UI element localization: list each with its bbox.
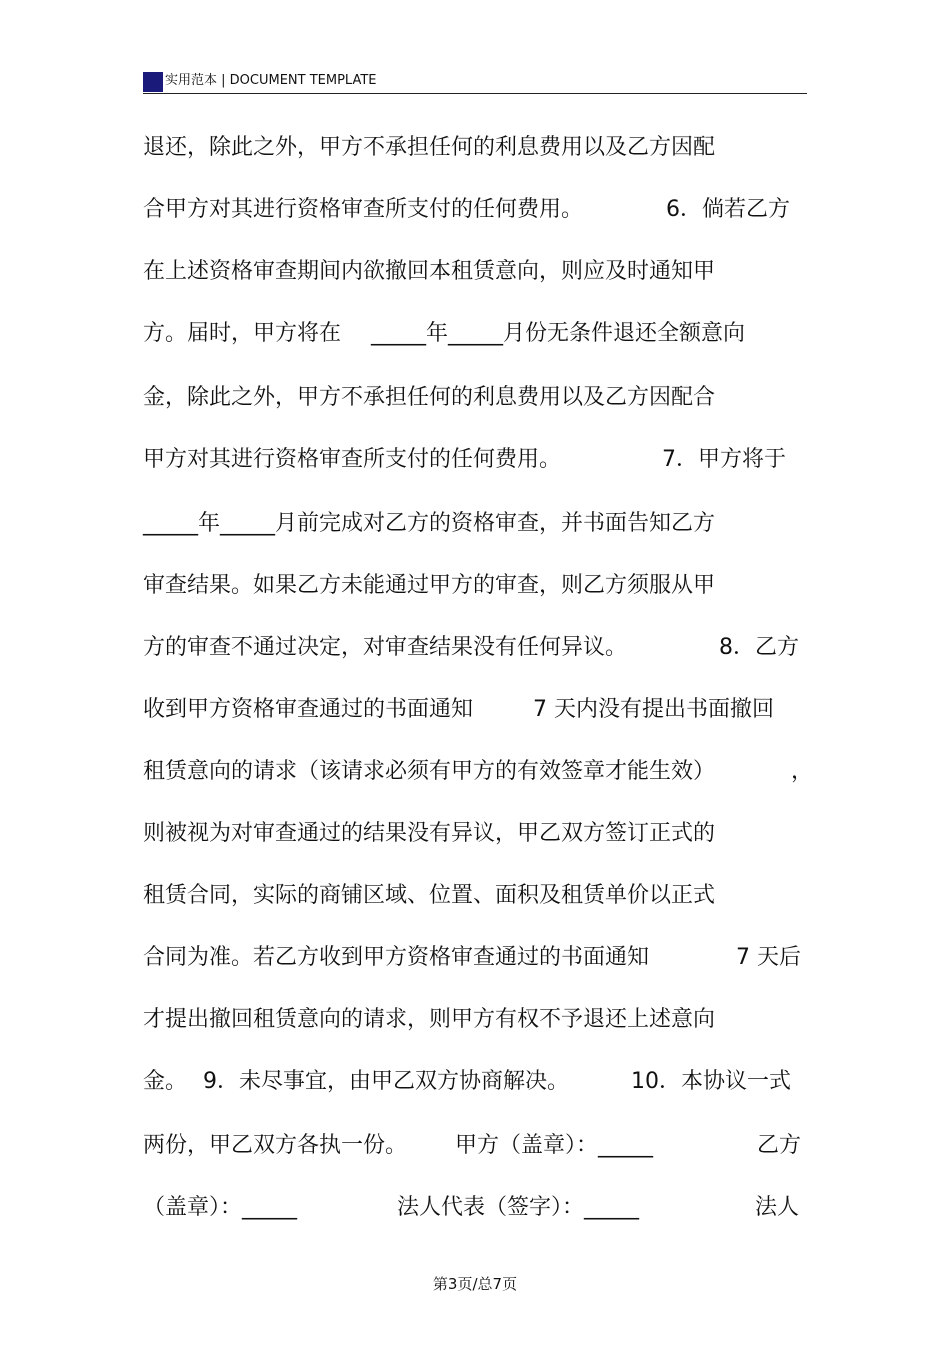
text-line — [143, 814, 807, 854]
text-line — [143, 314, 807, 354]
header-divider — [143, 93, 807, 94]
text-line — [143, 938, 807, 978]
text-segment: 才提出撤回租赁意向的请求，则甲方有权不予退还上述意向 — [143, 1007, 716, 1032]
text-segment: 租赁合同，实际的商铺区域、位置、面积及租赁单价以正式 — [143, 883, 716, 908]
text-segment: 则被视为对审查通过的结果没有异议，甲乙双方签订正式的 — [143, 821, 716, 846]
text-segment: 方。届时，甲方将在 — [143, 321, 342, 346]
text-segment: 退还，除此之外，甲方不承担任何的利息费用以及乙方因配 — [143, 135, 716, 160]
text-segment: 法人 — [755, 1195, 800, 1220]
text-line — [143, 128, 807, 168]
text-segment: 合甲方对其进行资格审查所支付的任何费用。 — [143, 197, 584, 222]
logo-square-icon — [143, 72, 163, 92]
text-segment: 7．甲方将于 — [662, 447, 786, 472]
text-segment: 乙方 — [757, 1133, 802, 1158]
header-title: 实用范本 | DOCUMENT TEMPLATE — [165, 73, 377, 88]
text-line — [143, 378, 807, 418]
text-segment: 金。 — [143, 1069, 188, 1094]
text-line — [143, 876, 807, 916]
text-line — [143, 566, 807, 606]
text-segment: 法人代表（签字）：_____ — [397, 1195, 640, 1220]
text-line — [143, 440, 807, 480]
text-line — [143, 190, 807, 230]
text-segment: 甲方对其进行资格审查所支付的任何费用。 — [143, 447, 562, 472]
text-segment: _____年_____月前完成对乙方的资格审查，并书面告知乙方 — [143, 511, 716, 536]
text-segment: 方的审查不通过决定，对审查结果没有任何异议。 — [143, 635, 628, 660]
text-line — [143, 1188, 807, 1228]
text-segment: 租赁意向的请求（该请求必须有甲方的有效签章才能生效） — [143, 759, 716, 784]
text-line — [143, 504, 807, 544]
text-segment: 甲方（盖章）：_____ — [455, 1133, 654, 1158]
text-segment: 在上述资格审查期间内欲撤回本租赁意向，则应及时通知甲 — [143, 259, 716, 284]
text-line — [143, 1062, 807, 1102]
text-segment: 10．本协议一式 — [631, 1069, 791, 1094]
text-segment: 9．未尽事宜，由甲乙双方协商解决。 — [203, 1069, 569, 1094]
text-segment: 金，除此之外，甲方不承担任何的利息费用以及乙方因配合 — [143, 385, 716, 410]
text-segment: 收到甲方资格审查通过的书面通知 — [143, 697, 474, 722]
text-line — [143, 252, 807, 292]
text-segment: 两份，甲乙双方各执一份。 — [143, 1133, 408, 1158]
text-segment: （盖章）：_____ — [143, 1195, 298, 1220]
document-header — [143, 68, 807, 94]
text-line — [143, 690, 807, 730]
text-line — [143, 1126, 807, 1166]
text-segment: 8．乙方 — [719, 635, 799, 660]
text-segment: _____年_____月份无条件退还全额意向 — [371, 321, 746, 346]
page-number-footer: 第3页/总7页 — [432, 1275, 518, 1293]
text-line — [143, 628, 807, 668]
text-line — [143, 1000, 807, 1040]
text-segment: 7 天后 — [736, 945, 801, 970]
text-line — [143, 752, 814, 792]
text-segment: ， — [791, 759, 814, 784]
text-segment: 合同为准。若乙方收到甲方资格审查通过的书面通知 — [143, 945, 650, 970]
text-segment: 7 天内没有提出书面撤回 — [533, 697, 774, 722]
text-segment: 审查结果。如果乙方未能通过甲方的审查，则乙方须服从甲 — [143, 573, 716, 598]
text-segment: 6．倘若乙方 — [666, 197, 790, 222]
